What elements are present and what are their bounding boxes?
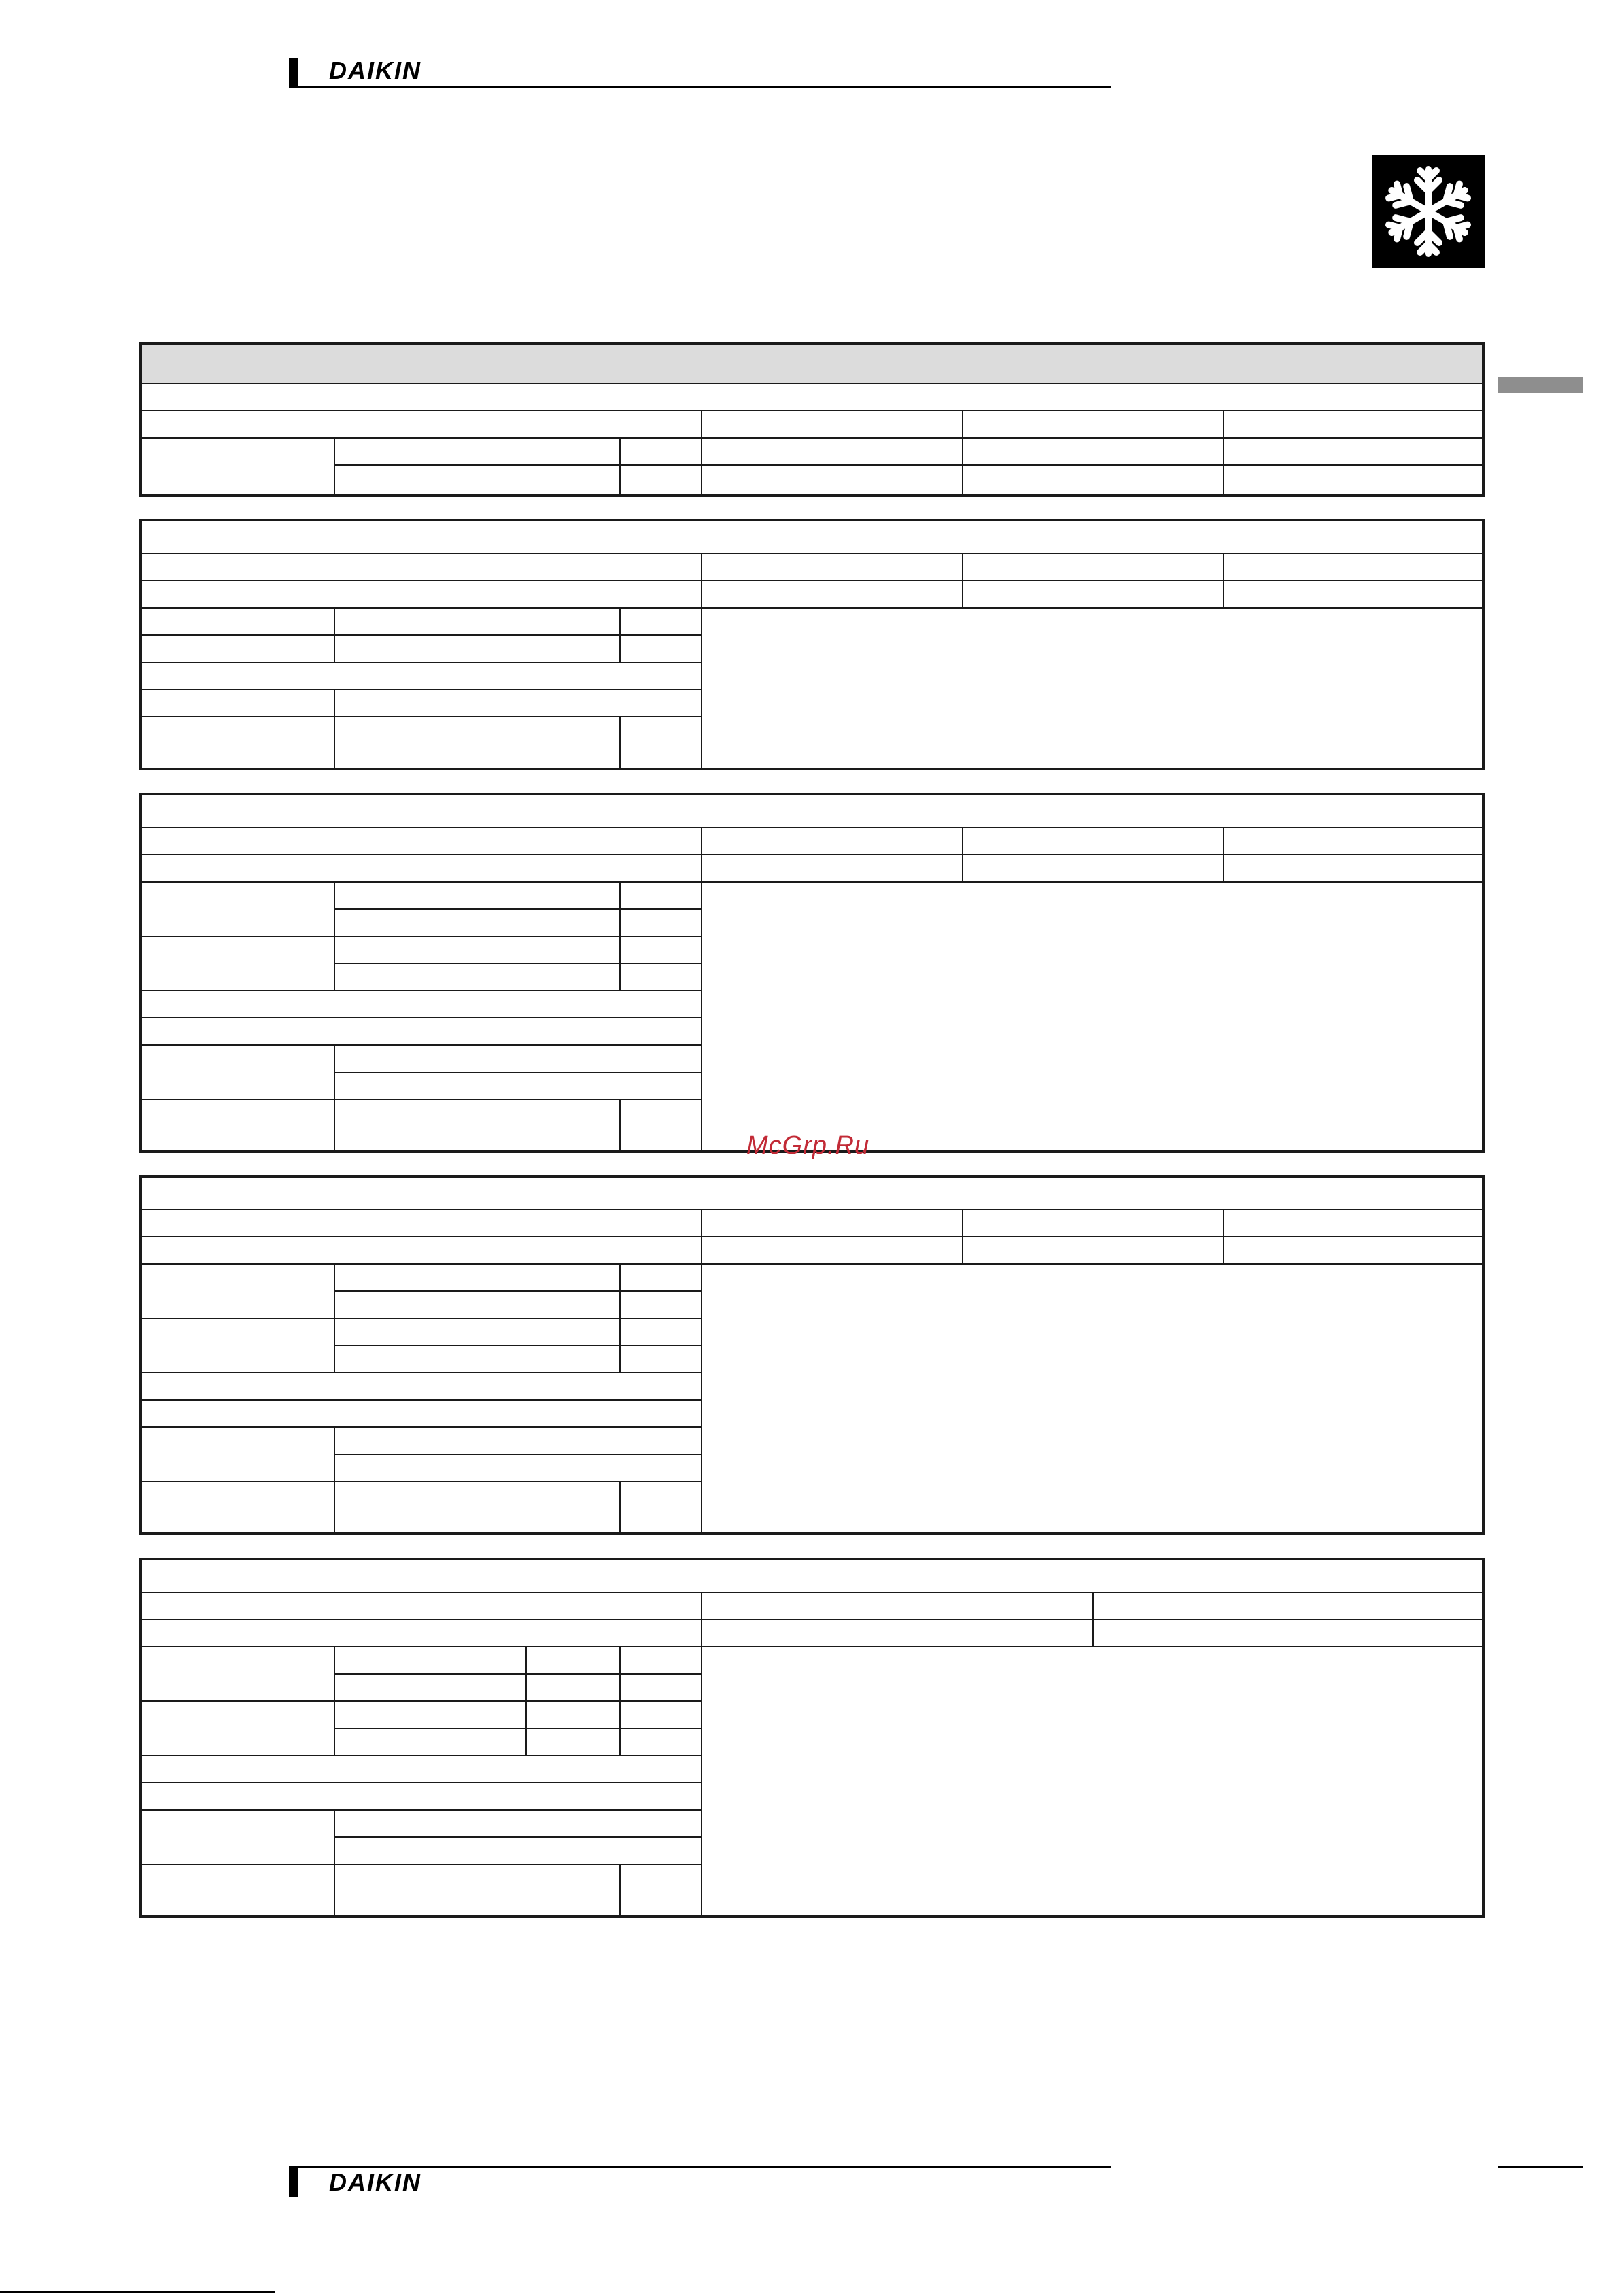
spec-table-2-r2-a bbox=[142, 636, 335, 663]
spec-table-2-hdr-label bbox=[142, 554, 702, 581]
spec-table-3-r9-b bbox=[335, 1100, 621, 1150]
spec-table-3-g2-r1 bbox=[335, 937, 621, 964]
spec-table-2-r1-a bbox=[142, 609, 335, 636]
spec-table-4-g2-r1 bbox=[335, 1319, 621, 1346]
spec-table-4-model-col1 bbox=[702, 1237, 963, 1265]
spec-table-2-model-col1 bbox=[702, 581, 963, 609]
spec-table-4-model-col2 bbox=[963, 1237, 1224, 1265]
spec-table-1-row1-val1 bbox=[702, 439, 963, 466]
spec-table-5-g1 bbox=[142, 1647, 335, 1702]
spec-table-5-notes bbox=[702, 1647, 1482, 1915]
spec-table-4-hdr-label bbox=[142, 1210, 702, 1237]
snowflake-glyph bbox=[1372, 155, 1485, 268]
spec-table-3-g1-r1-unit bbox=[621, 883, 702, 910]
spec-table-3-hdr-col2 bbox=[963, 828, 1224, 855]
spec-table-5-g1-r2-unit bbox=[621, 1675, 702, 1702]
spec-table-2-hdr-col1 bbox=[702, 554, 963, 581]
spec-table-4-model-label bbox=[142, 1237, 702, 1265]
spec-table-5-g3-r1 bbox=[335, 1811, 702, 1838]
spec-table-1-title bbox=[142, 345, 1482, 384]
spec-table-4-g1-r2-unit bbox=[621, 1292, 702, 1319]
spec-table-4-r6 bbox=[142, 1401, 702, 1428]
spec-table-5-g3-r2 bbox=[335, 1838, 702, 1865]
header-rule bbox=[289, 86, 1111, 88]
spec-table-3-r5 bbox=[142, 991, 702, 1018]
spec-table-2 bbox=[139, 519, 1485, 770]
spec-table-3-g1 bbox=[142, 883, 335, 937]
spec-table-1-hdr-col3 bbox=[1224, 411, 1482, 439]
spec-table-4 bbox=[139, 1175, 1485, 1535]
spec-table-2-model-label bbox=[142, 581, 702, 609]
spec-table-3-g1-r2-unit bbox=[621, 910, 702, 937]
spec-table-3-hdr-col3 bbox=[1224, 828, 1482, 855]
spec-table-2-r5-a bbox=[142, 717, 335, 768]
spec-table-5-g2-r2-b bbox=[527, 1729, 621, 1756]
spec-table-5-g2 bbox=[142, 1702, 335, 1756]
spec-table-3-notes bbox=[702, 883, 1482, 1150]
spec-table-3-model-col3 bbox=[1224, 855, 1482, 883]
spec-table-4-g2-r2-unit bbox=[621, 1346, 702, 1373]
spec-table-2-r5-b bbox=[335, 717, 621, 768]
spec-table-1-row1-val2 bbox=[963, 439, 1224, 466]
spec-table-5 bbox=[139, 1558, 1485, 1918]
spec-table-3-r6 bbox=[142, 1018, 702, 1046]
spec-table-2-r1-b bbox=[335, 609, 621, 636]
spec-table-5-g2-r1 bbox=[335, 1702, 527, 1729]
spec-table-2-title bbox=[142, 521, 1482, 554]
spec-table-3-g2-r2-unit bbox=[621, 964, 702, 991]
spec-table-3-model-label bbox=[142, 855, 702, 883]
spec-table-5-r9-a bbox=[142, 1865, 335, 1915]
spec-table-5-hdr-col1 bbox=[702, 1593, 1094, 1620]
spec-table-1-subtitle bbox=[142, 384, 1482, 411]
spec-table-2-notes bbox=[702, 609, 1482, 768]
spec-table-1-group bbox=[142, 439, 335, 494]
spec-table-2-r2-b bbox=[335, 636, 621, 663]
footer-rule-right bbox=[1498, 2166, 1583, 2168]
spec-table-4-title bbox=[142, 1178, 1482, 1210]
spec-table-3-g2-r1-unit bbox=[621, 937, 702, 964]
spec-table-4-hdr-col3 bbox=[1224, 1210, 1482, 1237]
spec-table-3-g3 bbox=[142, 1046, 335, 1100]
spec-table-5-model-label bbox=[142, 1620, 702, 1647]
spec-table-5-g2-r2 bbox=[335, 1729, 527, 1756]
spec-table-5-r9-b bbox=[335, 1865, 621, 1915]
spec-table-5-g1-r2 bbox=[335, 1675, 527, 1702]
spec-table-2-hdr-col3 bbox=[1224, 554, 1482, 581]
spec-table-3-r9-unit bbox=[621, 1100, 702, 1150]
spec-table-3-g2-r2 bbox=[335, 964, 621, 991]
spec-table-2-r5-unit bbox=[621, 717, 702, 768]
spec-table-4-r9-a bbox=[142, 1482, 335, 1532]
spec-table-2-hdr-col2 bbox=[963, 554, 1224, 581]
header-accent-bar bbox=[289, 58, 298, 88]
spec-table-3-model-col2 bbox=[963, 855, 1224, 883]
spec-table-4-model-col3 bbox=[1224, 1237, 1482, 1265]
spec-table-3-g1-r1 bbox=[335, 883, 621, 910]
snowflake-icon bbox=[1372, 155, 1485, 268]
spec-table-1-hdr-label bbox=[142, 411, 702, 439]
spec-table-2-r1-unit bbox=[621, 609, 702, 636]
spec-table-3-g3-r1 bbox=[335, 1046, 702, 1073]
spec-table-3-g2 bbox=[142, 937, 335, 991]
spec-table-1-row2-val3 bbox=[1224, 466, 1482, 494]
spec-table-5-g1-r1-b bbox=[527, 1647, 621, 1675]
spec-table-2-r3 bbox=[142, 663, 702, 690]
spec-table-1-hdr-col2 bbox=[963, 411, 1224, 439]
spec-table-1-row1-label bbox=[335, 439, 621, 466]
spec-table-2-model-col2 bbox=[963, 581, 1224, 609]
header-logo: DAIKIN bbox=[329, 56, 421, 84]
spec-table-5-g2-r1-unit bbox=[621, 1702, 702, 1729]
spec-table-5-hdr-col2 bbox=[1094, 1593, 1482, 1620]
spec-table-3-g1-r2 bbox=[335, 910, 621, 937]
spec-table-1 bbox=[139, 342, 1485, 497]
spec-table-4-g3-r2 bbox=[335, 1455, 702, 1482]
spec-table-5-r6 bbox=[142, 1783, 702, 1811]
spec-table-4-hdr-col2 bbox=[963, 1210, 1224, 1237]
spec-table-4-r9-unit bbox=[621, 1482, 702, 1532]
spec-table-4-g1-r2 bbox=[335, 1292, 621, 1319]
spec-table-4-r9-b bbox=[335, 1482, 621, 1532]
spec-table-3 bbox=[139, 793, 1485, 1153]
spec-table-1-row2-val2 bbox=[963, 466, 1224, 494]
spec-table-1-hdr-col1 bbox=[702, 411, 963, 439]
section-tab-marker bbox=[1498, 377, 1583, 393]
spec-table-4-g1-r1 bbox=[335, 1265, 621, 1292]
spec-table-1-row1-unit bbox=[621, 439, 702, 466]
spec-table-5-g1-r1-unit bbox=[621, 1647, 702, 1675]
spec-table-5-g1-r1 bbox=[335, 1647, 527, 1675]
spec-table-5-model-col2 bbox=[1094, 1620, 1482, 1647]
watermark: McGrp.Ru bbox=[746, 1131, 870, 1160]
spec-table-4-g1-r1-unit bbox=[621, 1265, 702, 1292]
spec-table-1-row2-label bbox=[335, 466, 621, 494]
spec-table-3-hdr-label bbox=[142, 828, 702, 855]
spec-table-1-row1-val3 bbox=[1224, 439, 1482, 466]
spec-table-2-r4-b bbox=[335, 690, 702, 717]
footer-logo: DAIKIN bbox=[329, 2168, 421, 2196]
spec-table-4-g2-r1-unit bbox=[621, 1319, 702, 1346]
spec-table-4-g2-r2 bbox=[335, 1346, 621, 1373]
spec-table-3-title bbox=[142, 795, 1482, 828]
spec-table-5-g2-r1-b bbox=[527, 1702, 621, 1729]
spec-table-5-r5 bbox=[142, 1756, 702, 1783]
spec-table-2-r4-a bbox=[142, 690, 335, 717]
spec-table-4-notes bbox=[702, 1265, 1482, 1532]
spec-table-2-r2-unit bbox=[621, 636, 702, 663]
spec-table-4-hdr-col1 bbox=[702, 1210, 963, 1237]
spec-table-3-r9-a bbox=[142, 1100, 335, 1150]
spec-table-5-title bbox=[142, 1560, 1482, 1593]
spec-table-5-r9-unit bbox=[621, 1865, 702, 1915]
spec-table-3-hdr-col1 bbox=[702, 828, 963, 855]
spec-table-5-g3 bbox=[142, 1811, 335, 1865]
spec-table-1-row2-val1 bbox=[702, 466, 963, 494]
spec-table-5-hdr-label bbox=[142, 1593, 702, 1620]
spec-table-3-model-col1 bbox=[702, 855, 963, 883]
spec-table-4-g2 bbox=[142, 1319, 335, 1373]
bottom-edge-line bbox=[0, 2291, 275, 2293]
spec-table-4-g3 bbox=[142, 1428, 335, 1482]
spec-table-1-row2-unit bbox=[621, 466, 702, 494]
spec-table-4-g1 bbox=[142, 1265, 335, 1319]
spec-table-3-g3-r2 bbox=[335, 1073, 702, 1100]
footer-accent-bar bbox=[289, 2166, 298, 2197]
spec-table-4-g3-r1 bbox=[335, 1428, 702, 1455]
spec-table-5-g2-r2-unit bbox=[621, 1729, 702, 1756]
spec-table-4-r5 bbox=[142, 1373, 702, 1401]
spec-table-5-g1-r2-b bbox=[527, 1675, 621, 1702]
spec-table-5-model-col1 bbox=[702, 1620, 1094, 1647]
footer-rule bbox=[289, 2166, 1111, 2168]
spec-table-2-model-col3 bbox=[1224, 581, 1482, 609]
